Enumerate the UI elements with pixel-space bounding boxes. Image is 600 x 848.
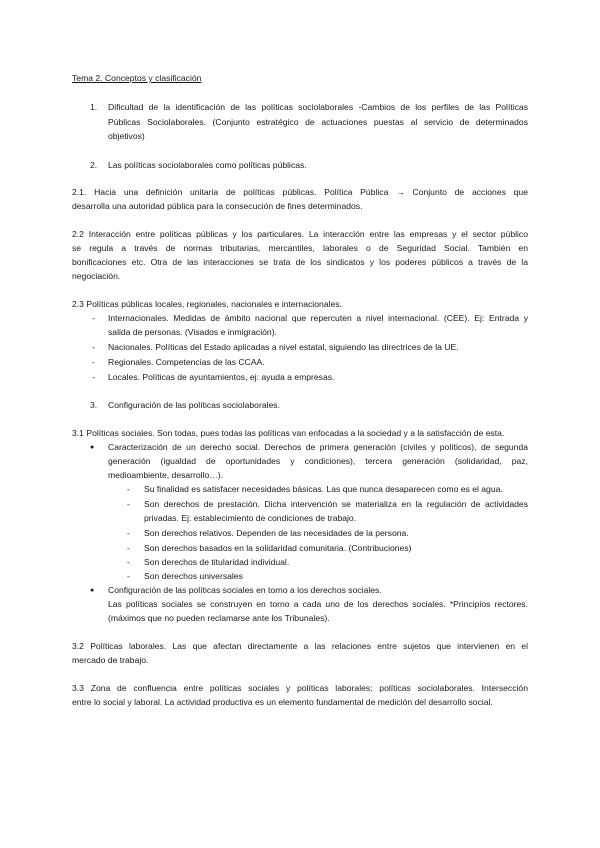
item-3-line-1: Configuración de las políticas sociolaborales. (108, 400, 280, 410)
dash-marker: - (92, 342, 95, 352)
section-2-2-line-4: negociación. (72, 271, 121, 281)
section-3-3-line-1: 3.3 Zona de confluencia entre políticas sociales y políticas laborales; políticas sociolaborales. Intersección (72, 683, 528, 693)
list-item-locales: Locales. Políticas de ayuntamientos, ej: ayuda a empresas. (108, 372, 335, 382)
dash-marker: - (92, 372, 95, 382)
dash-marker: - (127, 557, 130, 567)
section-2-1-line-1: 2.1. Hacia una definición unitaria de políticas públicas. Política Pública → Conjunto de acciones que (72, 187, 528, 197)
sub-item-finalidad: Su finalidad es satisfacer necesidades básicas. Las que nunca desaparecen como es el agua. (144, 484, 503, 494)
item-1-number: 1. (90, 102, 98, 112)
sub-item-universales: Son derechos universales (144, 571, 243, 581)
dash-marker: - (92, 313, 95, 323)
bullet-marker: ● (90, 444, 95, 451)
bullet-caracterizacion-line-2: generación (igualdad de oportunidades y condiciones), tercera generación (solidaridad, paz, (108, 456, 528, 466)
section-3-2-line-2: mercado de trabajo. (72, 655, 149, 665)
page-title: Tema 2. Conceptos y clasificación (72, 73, 202, 83)
item-3-number: 3. (90, 400, 98, 410)
dash-marker: - (127, 543, 130, 553)
section-2-3-heading: 2.3 Políticas públicas locales, regionales, nacionales e internacionales. (72, 299, 342, 309)
dash-marker: - (127, 484, 130, 494)
bullet-configuracion-line-3: (máximos que no pueden reclamarse ante los Tribunales). (108, 613, 330, 623)
item-2-line-1: Las políticas sociolaborales como políticas públicas. (108, 160, 307, 170)
dash-marker: - (127, 499, 130, 509)
bullet-caracterizacion-line-1: Caracterización de un derecho social. Derechos de primera generación (civiles y políticos), de segunda (108, 442, 528, 452)
section-2-1-line-2: desarrolla una autoridad pública para la consecución de fines determinados. (72, 201, 363, 211)
section-2-2-line-2: se regula a través de normas tributarias, mercantiles, laborales o de Seguridad Social. También en (72, 243, 528, 253)
sub-item-titularidad: Son derechos de titularidad individual. (144, 557, 290, 567)
section-2-2-line-3: bonificaciones etc. Otra de las interacciones se trata de los sindicatos y los poderes públicos a través de la (72, 257, 528, 267)
section-2-2-line-1: 2.2 Interacción entre políticas públicas y los particulares. La interacción entre las empresas y el sector público (72, 229, 528, 239)
list-item-internacionales-line-2: salida de personas. (Visados e inmigración). (108, 327, 277, 337)
sub-item-solidaridad: Son derechos basados en la solidaridad comunitaria. (Contribuciones) (144, 543, 412, 553)
item-1-line-2: Públicas Sociolaborales. (Conjunto estratégico de actuaciones puestas al servicio de determinados (108, 117, 528, 127)
sub-item-prestacion-line-2: privadas. Ej: establecimiento de condiciones de trabajo. (144, 513, 357, 523)
bullet-configuracion-line-2: Las políticas sociales se construyen en torno a cada uno de los derechos sociales. *Principios rectores. (108, 599, 528, 609)
sub-item-prestacion-line-1: Son derechos de prestación. Dicha intervención se materializa en la regulación de actividades (144, 499, 528, 509)
item-1-line-1: Dificultad de la identificación de las políticas sociolaborales -Cambios de los perfiles de las Políticas (108, 102, 528, 112)
list-item-nacionales: Nacionales. Políticas del Estado aplicadas a nivel estatal, siguiendo las directrices de la UE. (108, 342, 459, 352)
item-2-number: 2. (90, 160, 98, 170)
list-item-internacionales-line-1: Internacionales. Medidas de ámbito nacional que repercuten a nivel internacional. (CEE). Ej: Entrada y (108, 313, 528, 323)
bullet-marker: ● (90, 587, 95, 594)
section-3-3-line-2: entre lo social y laboral. La actividad productiva es un elemento fundamental de medición del desarrollo social. (72, 697, 493, 707)
dash-marker: - (92, 357, 95, 367)
dash-marker: - (127, 528, 130, 538)
item-1-line-3: objetivos) (108, 131, 145, 141)
bullet-caracterizacion-line-3: medioambiente, desarrollo…). (108, 470, 224, 480)
section-3-2-line-1: 3.2 Políticas laborales. Las que afectan directamente a las relaciones entre sujetos que intervienen en el (72, 641, 528, 651)
section-3-1-intro: 3.1 Políticas sociales. Son todas, pues todas las políticas van enfocadas a la sociedad y a la satisfacción de esta. (72, 428, 505, 438)
sub-item-relativos: Son derechos relativos. Dependen de las necesidades de la persona. (144, 528, 409, 538)
list-item-regionales: Regionales. Competencias de las CCAA. (108, 357, 265, 367)
dash-marker: - (127, 571, 130, 581)
bullet-configuracion-line-1: Configuración de las políticas sociales en torno a los derechos sociales. (108, 585, 382, 595)
